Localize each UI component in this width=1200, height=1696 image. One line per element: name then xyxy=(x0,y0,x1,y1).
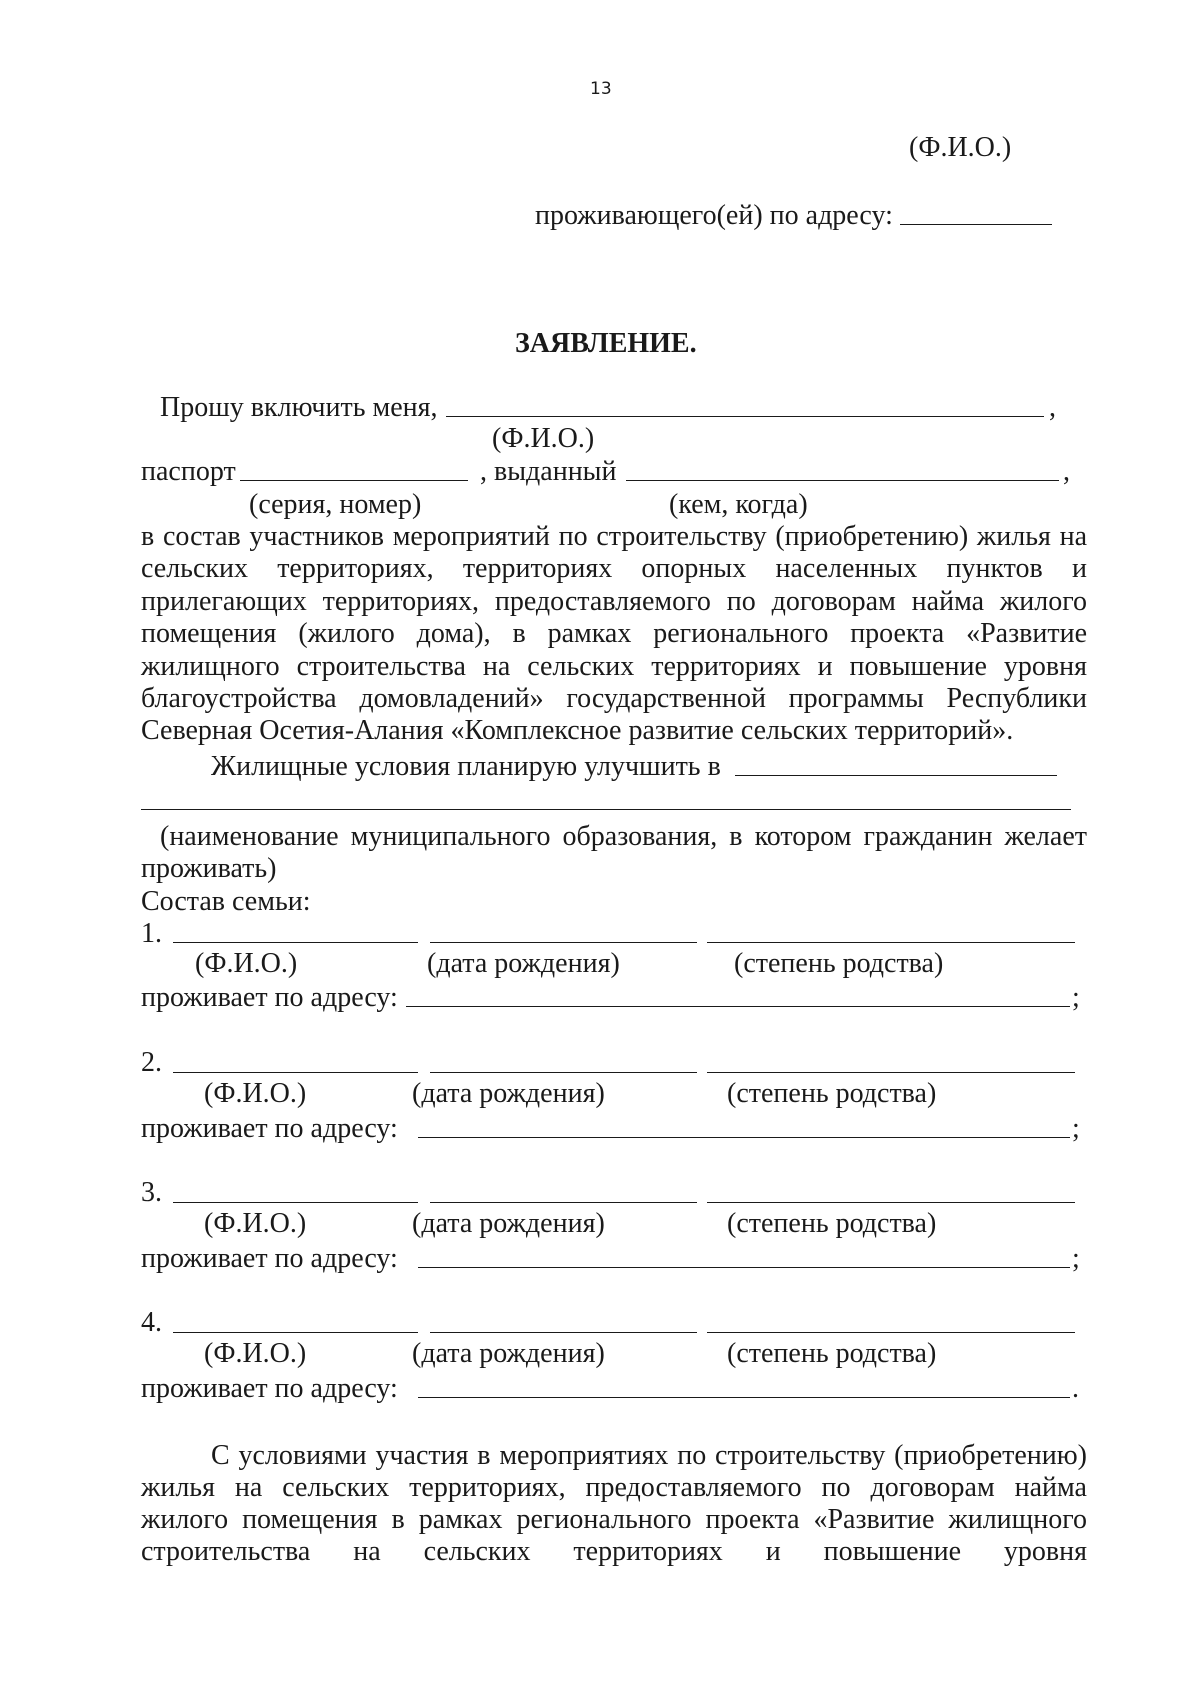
member-birth-caption: (дата рождения) xyxy=(412,1338,605,1369)
member-fio-blank[interactable] xyxy=(173,1332,418,1333)
passport-issued-caption: (кем, когда) xyxy=(669,489,808,520)
conditions-line: строительства на сельских территориях и повышение уровня xyxy=(141,1536,1087,1567)
body-line: Северная Осетия-Алания «Комплексное развитие сельских территорий». xyxy=(141,715,1014,746)
member-address-label: проживает по адресу: xyxy=(141,1373,398,1404)
member-address-label: проживает по адресу: xyxy=(141,1243,398,1274)
passport-series-caption: (серия, номер) xyxy=(249,489,422,520)
passport-label: паспорт xyxy=(141,456,236,487)
member-birth-blank[interactable] xyxy=(430,1072,697,1073)
member-birth-caption: (дата рождения) xyxy=(412,1208,605,1239)
housing-caption: (наименование муниципального образования, в котором гражданин желает xyxy=(160,821,1087,852)
body-line: в состав участников мероприятий по строительству (приобретению) жилья на xyxy=(141,521,1087,552)
member-address-label: проживает по адресу: xyxy=(141,1113,398,1144)
member-number: 2. xyxy=(141,1047,162,1078)
header-address-label: проживающего(ей) по адресу: xyxy=(535,200,893,231)
member-address-end: ; xyxy=(1072,982,1080,1013)
member-address-end: ; xyxy=(1072,1113,1080,1144)
member-address-end: . xyxy=(1072,1373,1079,1404)
body-line: прилегающих территориях, предоставляемого по договорам найма жилого xyxy=(141,586,1087,617)
conditions-line: С условиями участия в мероприятиях по строительству (приобретению) xyxy=(211,1440,1087,1471)
member-birth-caption: (дата рождения) xyxy=(412,1078,605,1109)
passport-issued-by-blank[interactable] xyxy=(626,480,1059,481)
member-birth-blank[interactable] xyxy=(430,942,697,943)
housing-caption-cont: проживать) xyxy=(141,853,277,884)
conditions-line: жилого помещения в рамках регионального проекта «Развитие жилищного xyxy=(141,1504,1087,1535)
body-line: помещения (жилого дома), в рамках регионального проекта «Развитие xyxy=(141,618,1087,649)
member-fio-blank[interactable] xyxy=(173,942,418,943)
conditions-line: жилья на сельских территориях, предоставляемого по договорам найма xyxy=(141,1472,1087,1503)
header-address-blank[interactable] xyxy=(900,224,1052,225)
page-number: 13 xyxy=(590,79,612,99)
body-line: сельских территориях, территориях опорных населенных пунктов и xyxy=(141,553,1087,584)
request-intro: Прошу включить меня, xyxy=(160,392,438,423)
member-address-end: ; xyxy=(1072,1243,1080,1274)
member-relation-blank[interactable] xyxy=(707,1202,1075,1203)
member-fio-blank[interactable] xyxy=(173,1202,418,1203)
passport-comma: , xyxy=(1063,456,1070,487)
member-address-blank[interactable] xyxy=(418,1267,1070,1268)
member-address-blank[interactable] xyxy=(418,1397,1070,1398)
member-address-blank[interactable] xyxy=(418,1137,1070,1138)
member-birth-blank[interactable] xyxy=(430,1332,697,1333)
member-fio-caption: (Ф.И.О.) xyxy=(204,1338,307,1369)
housing-label: Жилищные условия планирую улучшить в xyxy=(211,751,721,782)
member-number: 3. xyxy=(141,1177,162,1208)
body-line: благоустройства домовладений» государственной программы Республики xyxy=(141,683,1087,714)
member-birth-caption: (дата рождения) xyxy=(427,948,620,979)
member-relation-blank[interactable] xyxy=(707,942,1075,943)
member-number: 1. xyxy=(141,918,162,949)
member-birth-blank[interactable] xyxy=(430,1202,697,1203)
passport-number-blank[interactable] xyxy=(240,480,468,481)
member-relation-blank[interactable] xyxy=(707,1072,1075,1073)
member-fio-caption: (Ф.И.О.) xyxy=(195,948,298,979)
member-fio-caption: (Ф.И.О.) xyxy=(204,1208,307,1239)
member-fio-caption: (Ф.И.О.) xyxy=(204,1078,307,1109)
family-heading: Состав семьи: xyxy=(141,886,311,917)
member-fio-blank[interactable] xyxy=(173,1072,418,1073)
member-relation-caption: (степень родства) xyxy=(727,1078,937,1109)
member-number: 4. xyxy=(141,1307,162,1338)
body-line: жилищного строительства на сельских территориях и повышение уровня xyxy=(141,651,1087,682)
housing-blank-2[interactable] xyxy=(141,809,1071,810)
passport-issued-label: , выданный xyxy=(480,456,617,487)
header-fio-label: (Ф.И.О.) xyxy=(909,132,1012,163)
member-address-label: проживает по адресу: xyxy=(141,982,398,1013)
applicant-fio-blank[interactable] xyxy=(446,416,1044,417)
member-relation-caption: (степень родства) xyxy=(734,948,944,979)
member-address-blank[interactable] xyxy=(406,1006,1070,1007)
request-comma: , xyxy=(1049,392,1056,423)
member-relation-caption: (степень родства) xyxy=(727,1338,937,1369)
member-relation-blank[interactable] xyxy=(707,1332,1075,1333)
housing-blank-1[interactable] xyxy=(735,775,1057,776)
applicant-fio-caption: (Ф.И.О.) xyxy=(492,423,595,454)
document-title: ЗАЯВЛЕНИЕ. xyxy=(515,328,697,359)
member-relation-caption: (степень родства) xyxy=(727,1208,937,1239)
